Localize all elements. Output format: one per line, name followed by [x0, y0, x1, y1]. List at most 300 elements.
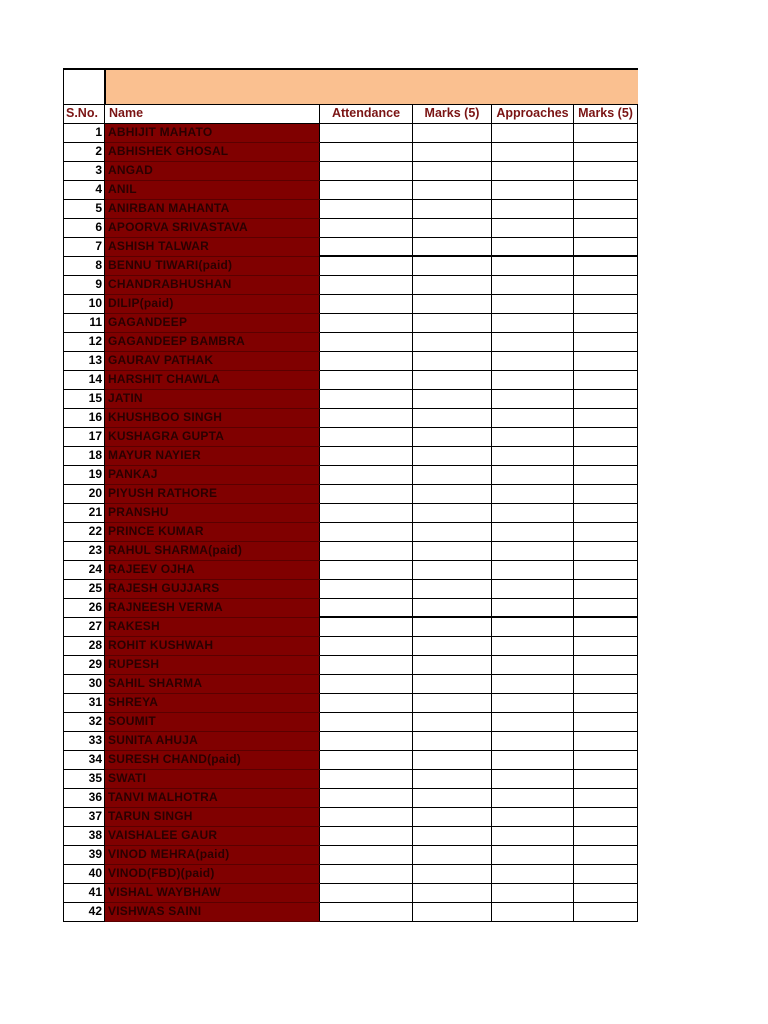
row-marks-2-cell[interactable]: [574, 370, 638, 389]
row-name-cell[interactable]: KUSHAGRA GUPTA: [105, 427, 320, 446]
row-approaches-cell[interactable]: [492, 845, 574, 864]
row-name-cell[interactable]: GAGANDEEP BAMBRA: [105, 332, 320, 351]
header-marks-2[interactable]: Marks (5): [574, 104, 638, 123]
row-approaches-cell[interactable]: [492, 389, 574, 408]
row-attendance-cell[interactable]: [320, 579, 413, 598]
row-marks-1-cell[interactable]: [413, 465, 492, 484]
row-sno-cell[interactable]: 29: [64, 655, 105, 674]
header-attendance[interactable]: Attendance: [320, 104, 413, 123]
row-approaches-cell[interactable]: [492, 427, 574, 446]
row-attendance-cell[interactable]: [320, 370, 413, 389]
row-approaches-cell[interactable]: [492, 199, 574, 218]
row-name-cell[interactable]: SAHIL SHARMA: [105, 674, 320, 693]
row-attendance-cell[interactable]: [320, 446, 413, 465]
table-row: [64, 864, 638, 883]
student-table: [63, 68, 638, 922]
table-row: [64, 598, 638, 617]
row-sno-cell[interactable]: 40: [64, 864, 105, 883]
row-name-cell[interactable]: RAJNEESH VERMA: [105, 598, 320, 617]
row-marks-2-cell[interactable]: [574, 579, 638, 598]
row-marks-2-cell[interactable]: [574, 636, 638, 655]
row-marks-1-cell[interactable]: [413, 560, 492, 579]
row-sno-cell[interactable]: 9: [64, 275, 105, 294]
row-attendance-cell[interactable]: [320, 560, 413, 579]
row-marks-2-cell[interactable]: [574, 351, 638, 370]
row-marks-1-cell[interactable]: [413, 864, 492, 883]
row-name-cell[interactable]: TANVI MALHOTRA: [105, 788, 320, 807]
row-approaches-cell[interactable]: [492, 655, 574, 674]
row-marks-2-cell[interactable]: [574, 256, 638, 275]
row-sno-cell[interactable]: 33: [64, 731, 105, 750]
row-sno-cell[interactable]: 26: [64, 598, 105, 617]
row-attendance-cell[interactable]: [320, 123, 413, 142]
row-marks-1-cell[interactable]: [413, 731, 492, 750]
row-sno-cell[interactable]: 36: [64, 788, 105, 807]
table-row: [64, 731, 638, 750]
row-attendance-cell[interactable]: [320, 408, 413, 427]
row-sno-cell[interactable]: 42: [64, 902, 105, 921]
row-attendance-cell[interactable]: [320, 294, 413, 313]
row-marks-2-cell[interactable]: [574, 655, 638, 674]
row-name-cell[interactable]: SOUMIT: [105, 712, 320, 731]
row-name-cell[interactable]: ROHIT KUSHWAH: [105, 636, 320, 655]
row-approaches-cell[interactable]: [492, 636, 574, 655]
row-marks-2-cell[interactable]: [574, 598, 638, 617]
row-marks-1-cell[interactable]: [413, 123, 492, 142]
row-approaches-cell[interactable]: [492, 902, 574, 921]
row-approaches-cell[interactable]: [492, 484, 574, 503]
row-marks-1-cell[interactable]: [413, 389, 492, 408]
row-approaches-cell[interactable]: [492, 275, 574, 294]
row-marks-2-cell[interactable]: [574, 408, 638, 427]
row-attendance-cell[interactable]: [320, 522, 413, 541]
row-name-cell[interactable]: PIYUSH RATHORE: [105, 484, 320, 503]
row-marks-1-cell[interactable]: [413, 902, 492, 921]
row-name-cell[interactable]: TARUN SINGH: [105, 807, 320, 826]
table-row: [64, 674, 638, 693]
row-marks-2-cell[interactable]: [574, 693, 638, 712]
row-marks-2-cell[interactable]: [574, 446, 638, 465]
row-name-cell[interactable]: ANIL: [105, 180, 320, 199]
row-marks-1-cell[interactable]: [413, 218, 492, 237]
row-name-cell[interactable]: PANKAJ: [105, 465, 320, 484]
row-attendance-cell[interactable]: [320, 180, 413, 199]
row-name-cell[interactable]: RAHUL SHARMA(paid): [105, 541, 320, 560]
row-marks-1-cell[interactable]: [413, 655, 492, 674]
row-sno-cell[interactable]: 21: [64, 503, 105, 522]
row-marks-1-cell[interactable]: [413, 712, 492, 731]
row-attendance-cell[interactable]: [320, 826, 413, 845]
row-name-cell[interactable]: DILIP(paid): [105, 294, 320, 313]
row-name-cell[interactable]: VINOD MEHRA(paid): [105, 845, 320, 864]
row-approaches-cell[interactable]: [492, 161, 574, 180]
table-row: [64, 465, 638, 484]
row-marks-2-cell[interactable]: [574, 617, 638, 636]
row-marks-2-cell[interactable]: [574, 465, 638, 484]
table-row: [64, 427, 638, 446]
row-marks-2-cell[interactable]: [574, 123, 638, 142]
row-attendance-cell[interactable]: [320, 807, 413, 826]
row-attendance-cell[interactable]: [320, 541, 413, 560]
row-sno-cell[interactable]: 10: [64, 294, 105, 313]
table-row: [64, 218, 638, 237]
row-marks-2-cell[interactable]: [574, 503, 638, 522]
row-approaches-cell[interactable]: [492, 598, 574, 617]
row-attendance-cell[interactable]: [320, 275, 413, 294]
row-sno-cell[interactable]: 6: [64, 218, 105, 237]
table-row: [64, 579, 638, 598]
row-attendance-cell[interactable]: [320, 465, 413, 484]
row-name-cell[interactable]: SHREYA: [105, 693, 320, 712]
row-marks-1-cell[interactable]: [413, 370, 492, 389]
row-marks-1-cell[interactable]: [413, 541, 492, 560]
row-marks-1-cell[interactable]: [413, 313, 492, 332]
row-sno-cell[interactable]: 24: [64, 560, 105, 579]
row-approaches-cell[interactable]: [492, 731, 574, 750]
row-marks-1-cell[interactable]: [413, 161, 492, 180]
row-approaches-cell[interactable]: [492, 826, 574, 845]
table-row: [64, 446, 638, 465]
row-attendance-cell[interactable]: [320, 731, 413, 750]
table-row: [64, 826, 638, 845]
row-approaches-cell[interactable]: [492, 446, 574, 465]
row-marks-2-cell[interactable]: [574, 389, 638, 408]
row-marks-1-cell[interactable]: [413, 522, 492, 541]
row-sno-cell[interactable]: 23: [64, 541, 105, 560]
table-row: [64, 503, 638, 522]
row-approaches-cell[interactable]: [492, 522, 574, 541]
row-name-cell[interactable]: CHANDRABHUSHAN: [105, 275, 320, 294]
row-marks-1-cell[interactable]: [413, 750, 492, 769]
row-attendance-cell[interactable]: [320, 142, 413, 161]
row-attendance-cell[interactable]: [320, 617, 413, 636]
row-marks-2-cell[interactable]: [574, 712, 638, 731]
row-sno-cell[interactable]: 1: [64, 123, 105, 142]
row-name-cell[interactable]: RAKESH: [105, 617, 320, 636]
row-approaches-cell[interactable]: [492, 617, 574, 636]
row-attendance-cell[interactable]: [320, 769, 413, 788]
row-marks-1-cell[interactable]: [413, 484, 492, 503]
row-sno-cell[interactable]: 19: [64, 465, 105, 484]
row-marks-1-cell[interactable]: [413, 351, 492, 370]
row-marks-2-cell[interactable]: [574, 807, 638, 826]
row-sno-cell[interactable]: 30: [64, 674, 105, 693]
row-marks-1-cell[interactable]: [413, 503, 492, 522]
row-name-cell[interactable]: VINOD(FBD)(paid): [105, 864, 320, 883]
row-name-cell[interactable]: VAISHALEE GAUR: [105, 826, 320, 845]
row-sno-cell[interactable]: 32: [64, 712, 105, 731]
row-attendance-cell[interactable]: [320, 598, 413, 617]
row-sno-cell[interactable]: 18: [64, 446, 105, 465]
row-marks-2-cell[interactable]: [574, 484, 638, 503]
row-attendance-cell[interactable]: [320, 883, 413, 902]
row-approaches-cell[interactable]: [492, 332, 574, 351]
row-sno-cell[interactable]: 35: [64, 769, 105, 788]
row-approaches-cell[interactable]: [492, 883, 574, 902]
row-marks-2-cell[interactable]: [574, 902, 638, 921]
row-marks-1-cell[interactable]: [413, 693, 492, 712]
row-sno-cell[interactable]: 41: [64, 883, 105, 902]
row-marks-1-cell[interactable]: [413, 180, 492, 199]
row-sno-cell[interactable]: 16: [64, 408, 105, 427]
row-sno-cell[interactable]: 20: [64, 484, 105, 503]
row-marks-1-cell[interactable]: [413, 408, 492, 427]
row-name-cell[interactable]: SURESH CHAND(paid): [105, 750, 320, 769]
row-marks-2-cell[interactable]: [574, 864, 638, 883]
row-marks-2-cell[interactable]: [574, 294, 638, 313]
row-marks-1-cell[interactable]: [413, 199, 492, 218]
row-sno-cell[interactable]: 13: [64, 351, 105, 370]
row-marks-2-cell[interactable]: [574, 541, 638, 560]
row-marks-1-cell[interactable]: [413, 598, 492, 617]
row-marks-1-cell[interactable]: [413, 332, 492, 351]
table-row: [64, 845, 638, 864]
table-row: [64, 522, 638, 541]
table-row: [64, 484, 638, 503]
row-name-cell[interactable]: BENNU TIWARI(paid): [105, 256, 320, 275]
row-sno-cell[interactable]: 31: [64, 693, 105, 712]
table-row: [64, 256, 638, 275]
row-name-cell[interactable]: ABHISHEK GHOSAL: [105, 142, 320, 161]
row-sno-cell[interactable]: 15: [64, 389, 105, 408]
row-name-cell[interactable]: APOORVA SRIVASTAVA: [105, 218, 320, 237]
row-marks-2-cell[interactable]: [574, 427, 638, 446]
header-name[interactable]: Name: [105, 104, 320, 123]
row-sno-cell[interactable]: 28: [64, 636, 105, 655]
header-approaches[interactable]: Approaches: [492, 104, 574, 123]
row-marks-1-cell[interactable]: [413, 294, 492, 313]
row-approaches-cell[interactable]: [492, 370, 574, 389]
row-marks-2-cell[interactable]: [574, 769, 638, 788]
row-sno-cell[interactable]: 3: [64, 161, 105, 180]
row-name-cell[interactable]: KHUSHBOO SINGH: [105, 408, 320, 427]
row-attendance-cell[interactable]: [320, 389, 413, 408]
row-sno-cell[interactable]: 27: [64, 617, 105, 636]
row-marks-1-cell[interactable]: [413, 427, 492, 446]
row-name-cell[interactable]: HARSHIT CHAWLA: [105, 370, 320, 389]
row-sno-cell[interactable]: 34: [64, 750, 105, 769]
row-name-cell[interactable]: GAGANDEEP: [105, 313, 320, 332]
row-name-cell[interactable]: VISHWAS SAINI: [105, 902, 320, 921]
row-attendance-cell[interactable]: [320, 199, 413, 218]
table-row: [64, 769, 638, 788]
row-marks-2-cell[interactable]: [574, 845, 638, 864]
row-name-cell[interactable]: RAJESH GUJJARS: [105, 579, 320, 598]
row-attendance-cell[interactable]: [320, 313, 413, 332]
row-marks-2-cell[interactable]: [574, 731, 638, 750]
title-band[interactable]: [105, 69, 638, 104]
row-approaches-cell[interactable]: [492, 693, 574, 712]
table-row: [64, 275, 638, 294]
table-row: [64, 180, 638, 199]
row-marks-1-cell[interactable]: [413, 826, 492, 845]
row-approaches-cell[interactable]: [492, 788, 574, 807]
row-marks-1-cell[interactable]: [413, 237, 492, 256]
row-approaches-cell[interactable]: [492, 503, 574, 522]
row-attendance-cell[interactable]: [320, 693, 413, 712]
row-name-cell[interactable]: ANGAD: [105, 161, 320, 180]
table-row: [64, 161, 638, 180]
row-marks-1-cell[interactable]: [413, 883, 492, 902]
row-marks-2-cell[interactable]: [574, 275, 638, 294]
row-approaches-cell[interactable]: [492, 180, 574, 199]
table-row: [64, 237, 638, 256]
row-approaches-cell[interactable]: [492, 579, 574, 598]
table-row: [64, 294, 638, 313]
row-name-cell[interactable]: SUNITA AHUJA: [105, 731, 320, 750]
row-marks-2-cell[interactable]: [574, 826, 638, 845]
row-name-cell[interactable]: ANIRBAN MAHANTA: [105, 199, 320, 218]
row-sno-cell[interactable]: 17: [64, 427, 105, 446]
row-name-cell[interactable]: RAJEEV OJHA: [105, 560, 320, 579]
row-attendance-cell[interactable]: [320, 788, 413, 807]
row-attendance-cell[interactable]: [320, 845, 413, 864]
row-marks-1-cell[interactable]: [413, 807, 492, 826]
row-attendance-cell[interactable]: [320, 351, 413, 370]
row-attendance-cell[interactable]: [320, 864, 413, 883]
row-sno-cell[interactable]: 37: [64, 807, 105, 826]
row-attendance-cell[interactable]: [320, 161, 413, 180]
table-row: [64, 636, 638, 655]
table-row: [64, 313, 638, 332]
header-sno[interactable]: S.No.: [64, 104, 105, 123]
row-approaches-cell[interactable]: [492, 218, 574, 237]
row-sno-cell[interactable]: 12: [64, 332, 105, 351]
row-marks-1-cell[interactable]: [413, 674, 492, 693]
table-row: [64, 389, 638, 408]
table-row: [64, 332, 638, 351]
row-sno-cell[interactable]: 38: [64, 826, 105, 845]
row-sno-cell[interactable]: 7: [64, 237, 105, 256]
table-row: [64, 655, 638, 674]
row-approaches-cell[interactable]: [492, 256, 574, 275]
row-marks-1-cell[interactable]: [413, 256, 492, 275]
row-sno-cell[interactable]: 8: [64, 256, 105, 275]
row-approaches-cell[interactable]: [492, 712, 574, 731]
row-attendance-cell[interactable]: [320, 503, 413, 522]
title-corner-cell[interactable]: [64, 69, 105, 104]
row-approaches-cell[interactable]: [492, 237, 574, 256]
row-marks-1-cell[interactable]: [413, 636, 492, 655]
row-approaches-cell[interactable]: [492, 807, 574, 826]
row-marks-1-cell[interactable]: [413, 845, 492, 864]
row-name-cell[interactable]: RUPESH: [105, 655, 320, 674]
row-attendance-cell[interactable]: [320, 218, 413, 237]
row-sno-cell[interactable]: 22: [64, 522, 105, 541]
row-marks-1-cell[interactable]: [413, 579, 492, 598]
table-row: [64, 408, 638, 427]
row-marks-2-cell[interactable]: [574, 560, 638, 579]
row-marks-1-cell[interactable]: [413, 142, 492, 161]
table-row: [64, 351, 638, 370]
row-approaches-cell[interactable]: [492, 313, 574, 332]
table-row: [64, 541, 638, 560]
row-attendance-cell[interactable]: [320, 712, 413, 731]
row-attendance-cell[interactable]: [320, 256, 413, 275]
row-marks-1-cell[interactable]: [413, 788, 492, 807]
row-marks-2-cell[interactable]: [574, 522, 638, 541]
row-marks-2-cell[interactable]: [574, 332, 638, 351]
row-marks-2-cell[interactable]: [574, 142, 638, 161]
row-approaches-cell[interactable]: [492, 769, 574, 788]
row-marks-1-cell[interactable]: [413, 446, 492, 465]
row-attendance-cell[interactable]: [320, 655, 413, 674]
row-approaches-cell[interactable]: [492, 560, 574, 579]
row-marks-2-cell[interactable]: [574, 750, 638, 769]
row-approaches-cell[interactable]: [492, 408, 574, 427]
row-approaches-cell[interactable]: [492, 351, 574, 370]
row-marks-2-cell[interactable]: [574, 313, 638, 332]
row-marks-2-cell[interactable]: [574, 180, 638, 199]
row-attendance-cell[interactable]: [320, 674, 413, 693]
row-marks-2-cell[interactable]: [574, 218, 638, 237]
row-approaches-cell[interactable]: [492, 541, 574, 560]
table-row: [64, 199, 638, 218]
row-sno-cell[interactable]: 14: [64, 370, 105, 389]
row-sno-cell[interactable]: 39: [64, 845, 105, 864]
row-approaches-cell[interactable]: [492, 864, 574, 883]
row-approaches-cell[interactable]: [492, 465, 574, 484]
row-name-cell[interactable]: SWATI: [105, 769, 320, 788]
table-row: [64, 123, 638, 142]
row-approaches-cell[interactable]: [492, 142, 574, 161]
row-name-cell[interactable]: ASHISH TALWAR: [105, 237, 320, 256]
row-attendance-cell[interactable]: [320, 636, 413, 655]
attendance-sheet: [63, 68, 637, 922]
row-attendance-cell[interactable]: [320, 427, 413, 446]
row-name-cell[interactable]: MAYUR NAYIER: [105, 446, 320, 465]
row-attendance-cell[interactable]: [320, 332, 413, 351]
table-row: [64, 560, 638, 579]
row-name-cell[interactable]: ABHIJIT MAHATO: [105, 123, 320, 142]
row-name-cell[interactable]: GAURAV PATHAK: [105, 351, 320, 370]
row-attendance-cell[interactable]: [320, 484, 413, 503]
row-sno-cell[interactable]: 5: [64, 199, 105, 218]
table-row: [64, 142, 638, 161]
table-row: [64, 693, 638, 712]
row-attendance-cell[interactable]: [320, 237, 413, 256]
row-attendance-cell[interactable]: [320, 902, 413, 921]
row-marks-2-cell[interactable]: [574, 199, 638, 218]
row-marks-2-cell[interactable]: [574, 788, 638, 807]
row-sno-cell[interactable]: 2: [64, 142, 105, 161]
row-approaches-cell[interactable]: [492, 294, 574, 313]
title-row: [64, 69, 638, 104]
row-marks-1-cell[interactable]: [413, 769, 492, 788]
row-sno-cell[interactable]: 11: [64, 313, 105, 332]
header-marks-1[interactable]: Marks (5): [413, 104, 492, 123]
row-marks-2-cell[interactable]: [574, 883, 638, 902]
row-name-cell[interactable]: PRANSHU: [105, 503, 320, 522]
row-marks-2-cell[interactable]: [574, 237, 638, 256]
row-marks-1-cell[interactable]: [413, 275, 492, 294]
row-marks-2-cell[interactable]: [574, 161, 638, 180]
table-row: [64, 883, 638, 902]
row-name-cell[interactable]: PRINCE KUMAR: [105, 522, 320, 541]
row-marks-2-cell[interactable]: [574, 674, 638, 693]
table-row: [64, 750, 638, 769]
row-attendance-cell[interactable]: [320, 750, 413, 769]
row-approaches-cell[interactable]: [492, 750, 574, 769]
row-sno-cell[interactable]: 25: [64, 579, 105, 598]
row-name-cell[interactable]: VISHAL WAYBHAW: [105, 883, 320, 902]
row-approaches-cell[interactable]: [492, 123, 574, 142]
row-approaches-cell[interactable]: [492, 674, 574, 693]
row-sno-cell[interactable]: 4: [64, 180, 105, 199]
row-name-cell[interactable]: JATIN: [105, 389, 320, 408]
table-row: [64, 902, 638, 921]
row-marks-1-cell[interactable]: [413, 617, 492, 636]
